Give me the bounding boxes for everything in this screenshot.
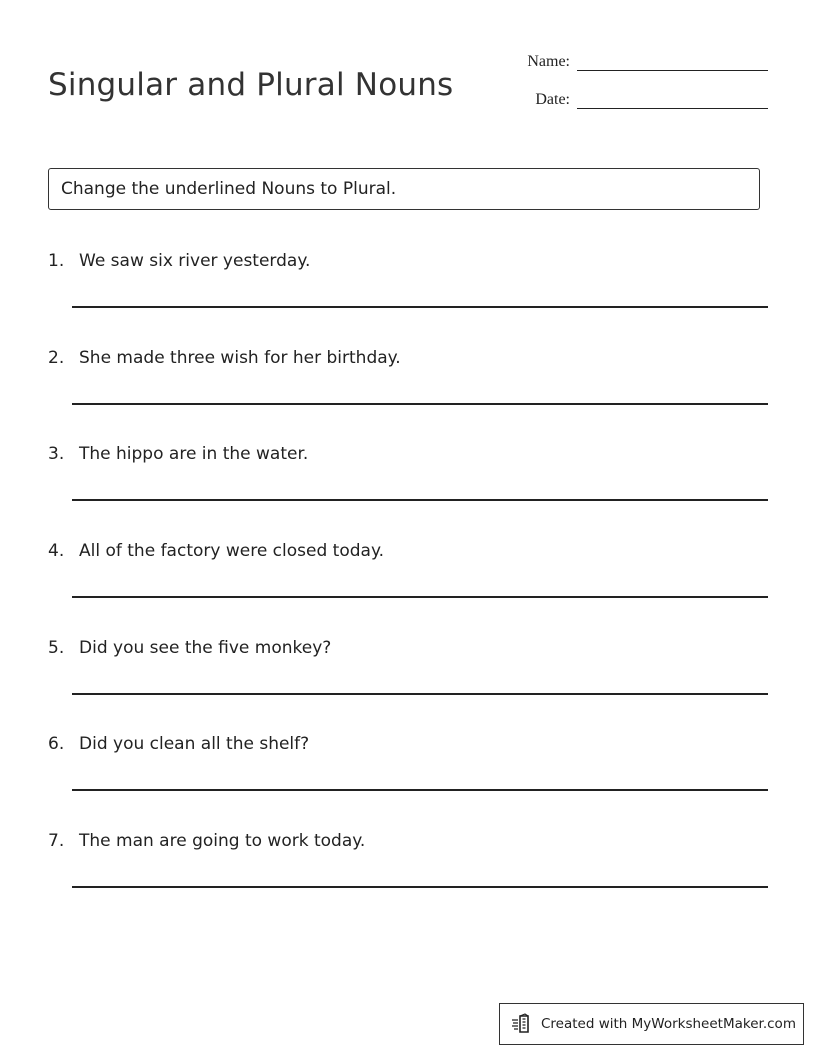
question-list — [48, 251, 768, 928]
question-number: 1. — [48, 251, 65, 271]
question-item — [48, 541, 768, 638]
answer-line[interactable] — [72, 886, 768, 888]
date-label: Date: — [535, 91, 570, 108]
instructions-box: Change the underlined Nouns to Plural. — [48, 168, 760, 210]
page-title: Singular and Plural Nouns — [48, 66, 454, 103]
question-item — [48, 734, 768, 831]
question-number: 4. — [48, 541, 65, 562]
question-text: The hippo are in the water. — [79, 444, 309, 465]
question-number: 2. — [48, 347, 65, 368]
question-number: 3. — [48, 444, 65, 465]
question-number: 5. — [48, 637, 65, 658]
answer-line[interactable] — [72, 499, 768, 501]
name-field — [510, 52, 768, 71]
answer-line[interactable] — [72, 693, 768, 695]
name-line[interactable] — [577, 52, 768, 71]
question-text: We saw six river yesterday. — [79, 251, 311, 271]
date-field — [510, 90, 768, 109]
name-label: Name: — [527, 53, 570, 70]
question-item — [48, 638, 768, 735]
question-text: All of the factory were closed today. — [79, 541, 384, 562]
question-text: Did you see the five monkey? — [79, 637, 332, 658]
question-text: Did you clean all the shelf? — [79, 734, 310, 755]
answer-line[interactable] — [72, 403, 768, 405]
question-item — [48, 251, 768, 348]
question-item — [48, 831, 768, 928]
question-number: 7. — [48, 831, 65, 852]
answer-line[interactable] — [72, 596, 768, 598]
date-line[interactable] — [577, 90, 768, 109]
footer-badge[interactable] — [499, 1003, 804, 1045]
question-text: She made three wish for her birthday. — [79, 347, 401, 368]
question-text: The man are going to work today. — [79, 831, 366, 852]
answer-line[interactable] — [72, 789, 768, 791]
question-number: 6. — [48, 734, 65, 755]
footer-text: Created with MyWorksheetMaker.com — [541, 1016, 796, 1032]
worksheet-maker-logo-icon — [511, 1012, 535, 1036]
question-item — [48, 348, 768, 445]
answer-line[interactable] — [72, 306, 768, 308]
question-item — [48, 444, 768, 541]
